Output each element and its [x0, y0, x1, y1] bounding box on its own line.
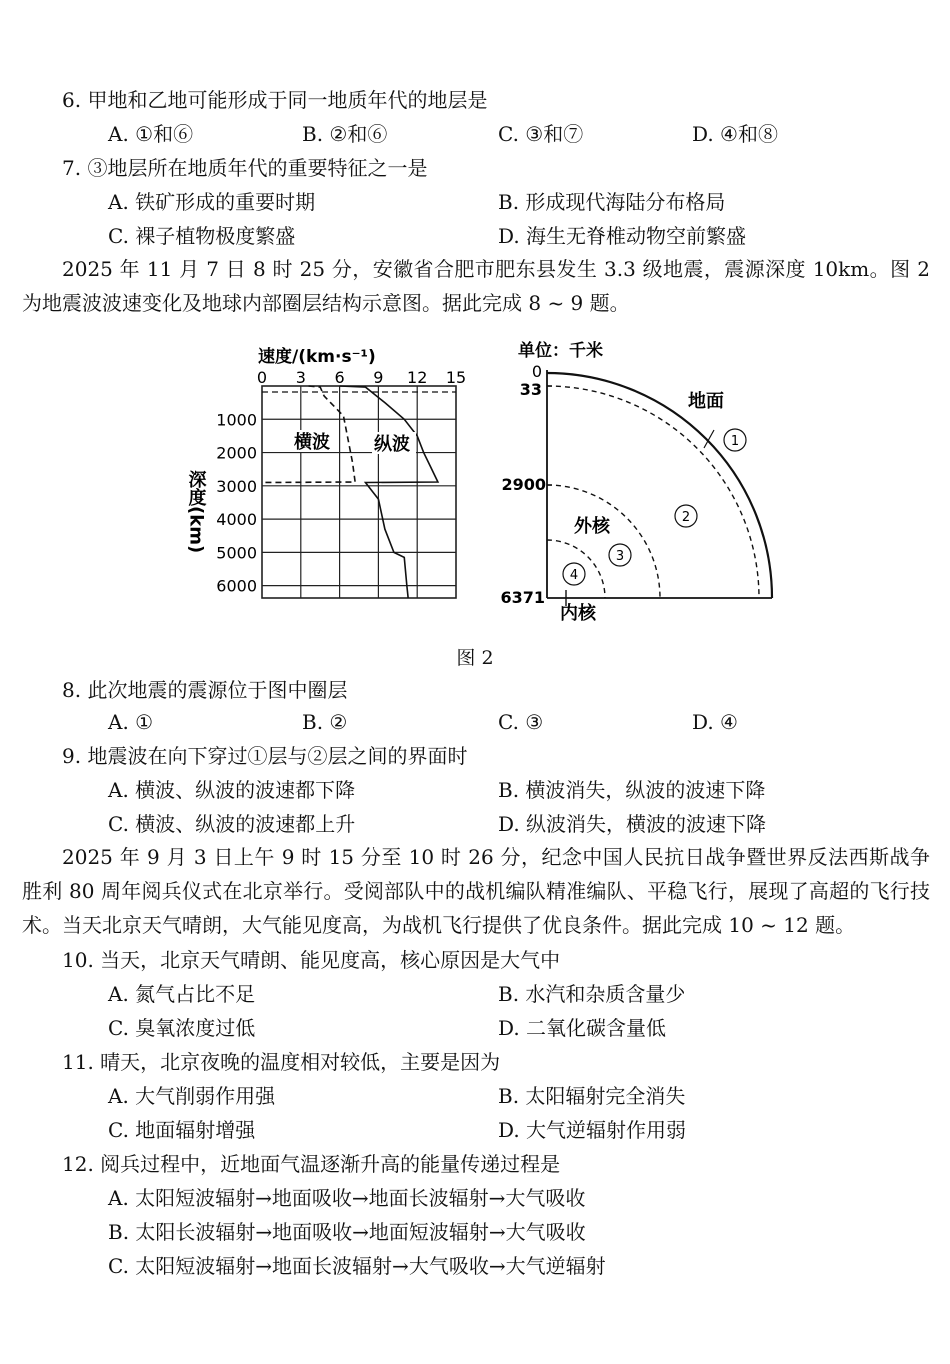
- figure-2: [0, 330, 950, 635]
- q8-stem: 8. 此次地震的震源位于图中圈层: [62, 678, 348, 702]
- y-tick-label: 4000: [216, 510, 257, 530]
- earth-structure-diagram: [500, 340, 772, 624]
- surface-label: 地面: [688, 391, 724, 412]
- q8-option-a: A. ①: [108, 710, 154, 734]
- q7-option-d: D. 海生无脊椎动物空前繁盛: [498, 224, 747, 248]
- q6-option-a: A. ①和⑥: [108, 122, 194, 146]
- x-tick-labels: [257, 368, 466, 387]
- q11-option-a: A. 大气削弱作用强: [108, 1084, 276, 1108]
- x-tick-label: 6: [334, 368, 345, 387]
- q6-option-d: D. ④和⑧: [692, 122, 778, 146]
- y-tick-label: 1000: [216, 410, 257, 430]
- q10-option-c: C. 臭氧浓度过低: [108, 1016, 256, 1040]
- x-tick-label: 15: [445, 368, 467, 387]
- unit-label: 单位：千米: [518, 341, 603, 361]
- q12-option-c: C. 太阳短波辐射→地面长波辐射→大气吸收→大气逆辐射: [108, 1254, 606, 1278]
- q10-stem: 10. 当天，北京天气晴朗、能见度高，核心原因是大气中: [62, 948, 561, 972]
- gutenberg-arc: [547, 485, 660, 598]
- q10-option-a: A. 氮气占比不足: [108, 982, 256, 1006]
- depth-label-6371: 6371: [500, 588, 545, 607]
- q7-option-b: B. 形成现代海陆分布格局: [498, 190, 726, 214]
- wave-speed-chart: [186, 346, 467, 598]
- layer-2-label: 2: [681, 510, 691, 525]
- longitudinal-wave-line: [340, 386, 438, 598]
- y-tick-label: 3000: [216, 476, 257, 496]
- y-tick-label: 2000: [216, 443, 257, 463]
- depth-label-2900: 2900: [501, 475, 546, 494]
- q6-stem: 6. 甲地和乙地可能形成于同一地质年代的地层是: [62, 88, 488, 112]
- q9-option-c: C. 横波、纵波的波速都上升: [108, 812, 356, 836]
- depth-label-33: 33: [519, 380, 542, 399]
- passage-parade: 2025 年 9 月 3 日上午 9 时 15 分至 10 时 26 分，纪念中国人民抗日战争暨世界反法西斯战争胜利 80 周年阅兵仪式在北京举行。受阅部队中的战机编队精准编队、平稳飞行，展现了高超的飞行技术。当天北京天气晴朗，大气能见度高，为战机飞行提供了优良条件。据此完成 10 ~ 12 题。: [22, 845, 930, 937]
- inner-core-label: 内核: [560, 603, 596, 624]
- q7-stem: 7. ③地层所在地质年代的重要特征之一是: [62, 156, 428, 180]
- q8-option-c: C. ③: [498, 710, 544, 734]
- x-tick-label: 9: [373, 368, 384, 387]
- q7-option-a: A. 铁矿形成的重要时期: [108, 190, 316, 214]
- q9-option-b: B. 横波消失，纵波的波速下降: [498, 778, 766, 802]
- q11-stem: 11. 晴天，北京夜晚的温度相对较低，主要是因为: [62, 1050, 501, 1074]
- q11-option-b: B. 太阳辐射完全消失: [498, 1084, 686, 1108]
- x-tick-label: 3: [295, 368, 306, 387]
- y-tick-labels: [216, 410, 257, 595]
- x-tick-label: 12: [407, 368, 428, 387]
- q10-option-d: D. 二氧化碳含量低: [498, 1016, 667, 1040]
- svg-text:深度(km): 深度(km): [185, 470, 207, 554]
- q9-option-d: D. 纵波消失，横波的波速下降: [498, 812, 767, 836]
- layer-3-label: 3: [615, 549, 625, 564]
- q8-option-d: D. ④: [692, 710, 738, 734]
- layer-1-label: 1: [730, 434, 740, 449]
- longitudinal-wave-label: 纵波: [374, 434, 410, 455]
- q6-option-b: B. ②和⑥: [302, 122, 388, 146]
- passage-earthquake: 2025 年 11 月 7 日 8 时 25 分，安徽省合肥市肥东县发生 3.3 级地震，震源深度 10km。图 2 为地震波波速变化及地球内部圈层结构示意图。据此完成 8 ~ 9 题。: [22, 257, 930, 315]
- chart-frame: [262, 386, 456, 598]
- x-tick-label: 0: [256, 368, 268, 387]
- surface-arc: [547, 373, 772, 598]
- q9-option-a: A. 横波、纵波的波速都下降: [108, 778, 356, 802]
- depth-label-0: 0: [531, 362, 542, 381]
- q10-option-b: B. 水汽和杂质含量少: [498, 982, 686, 1006]
- q12-option-a: A. 太阳短波辐射→地面吸收→地面长波辐射→大气吸收: [108, 1186, 586, 1210]
- y-tick-label: 5000: [216, 543, 257, 563]
- q7-option-c: C. 裸子植物极度繁盛: [108, 224, 296, 248]
- layer-4-label: 4: [569, 568, 579, 583]
- q11-option-d: D. 大气逆辐射作用弱: [498, 1118, 687, 1142]
- speed-axis-title: 速度/(km·s⁻¹): [258, 347, 376, 367]
- depth-axis-label: [186, 470, 207, 553]
- transverse-wave-label: 横波: [294, 432, 330, 453]
- q11-option-c: C. 地面辐射增强: [108, 1118, 256, 1142]
- q12-stem: 12. 阅兵过程中，近地面气温逐渐升高的能量传递过程是: [62, 1152, 561, 1176]
- q6-option-c: C. ③和⑦: [498, 122, 584, 146]
- q8-option-b: B. ②: [302, 710, 348, 734]
- outer-core-label: 外核: [574, 516, 610, 537]
- q12-option-b: B. 太阳长波辐射→地面吸收→地面短波辐射→大气吸收: [108, 1220, 586, 1244]
- y-tick-label: 6000: [216, 576, 257, 596]
- figure-caption: 图 2: [456, 647, 494, 669]
- q9-stem: 9. 地震波在向下穿过①层与②层之间的界面时: [62, 744, 468, 768]
- chart-grid: [262, 386, 456, 598]
